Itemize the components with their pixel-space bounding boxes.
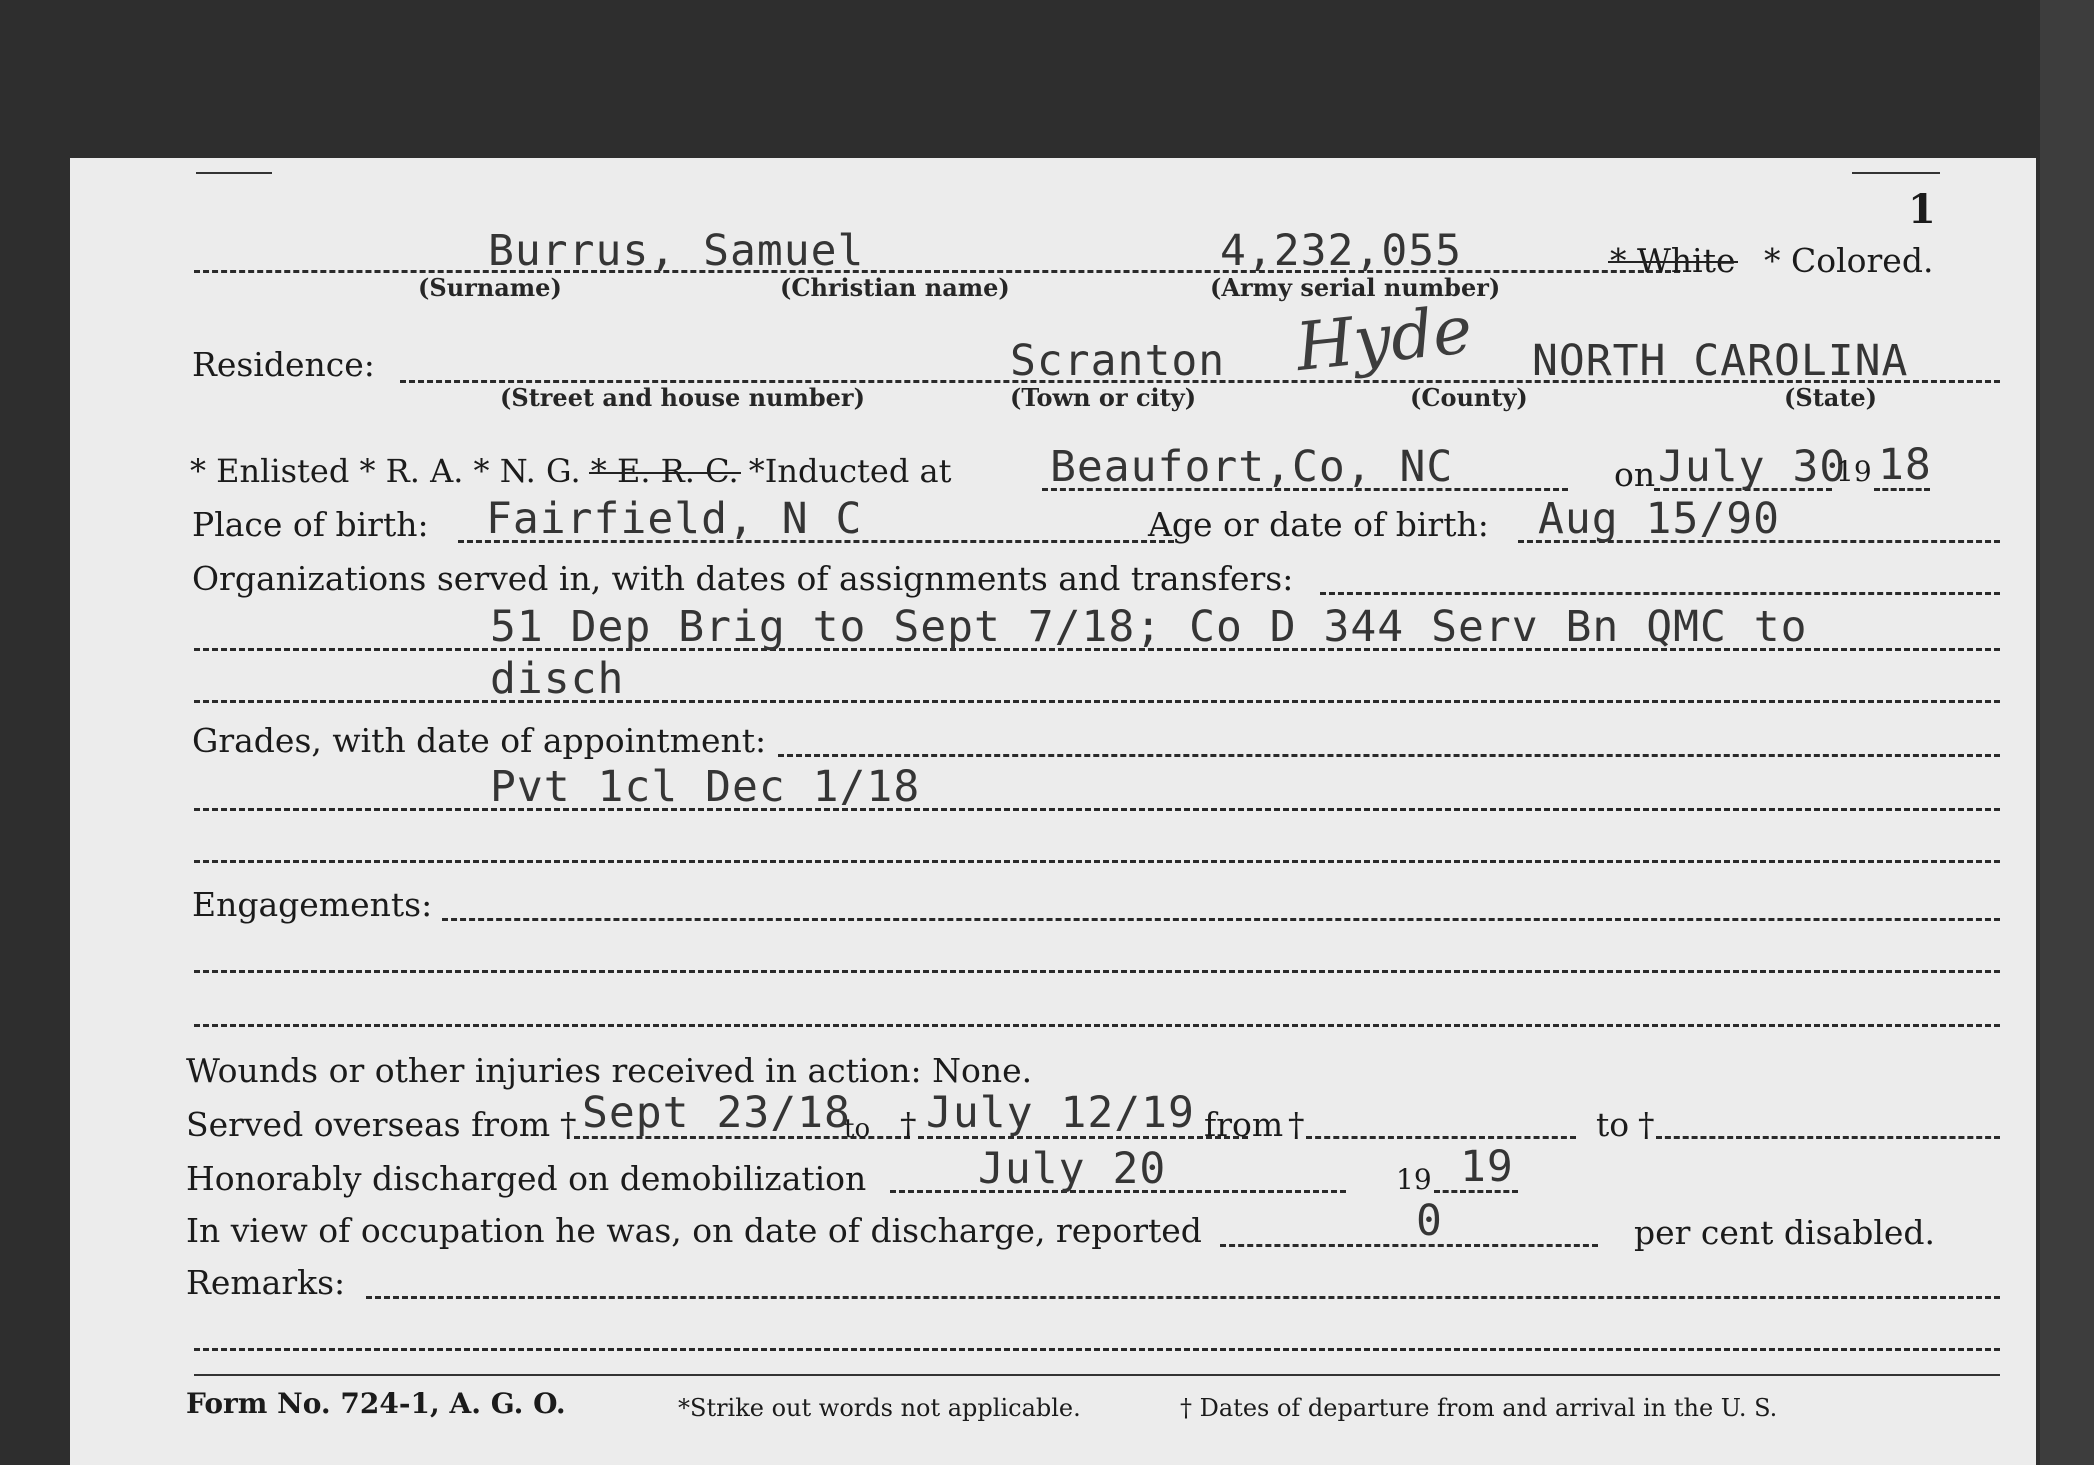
birth-date-label: Age or date of birth: xyxy=(1148,505,1489,544)
footer-rule xyxy=(194,1374,2000,1376)
overseas-label: Served overseas from xyxy=(186,1105,551,1144)
given-name-caption: (Christian name) xyxy=(780,273,1010,302)
birth-place-label: Place of birth: xyxy=(192,505,429,544)
discharge-date: July 20 xyxy=(978,1144,1167,1194)
wounds-label: Wounds or other injuries received in action: None. xyxy=(186,1051,1033,1090)
serial-value: 4,232,055 xyxy=(1220,226,1462,276)
service-record-card xyxy=(70,158,2036,1465)
street-caption: (Street and house number) xyxy=(500,383,865,412)
header-rule xyxy=(1852,172,1940,174)
dates-note: † Dates of departure from and arrival in the U. S. xyxy=(1180,1394,1778,1422)
engagements-line-2 xyxy=(194,970,2000,973)
discharge-year: 19 xyxy=(1460,1142,1514,1192)
remarks-label: Remarks: xyxy=(186,1263,346,1302)
discharge-label: Honorably discharged on demobilization xyxy=(186,1159,867,1198)
engagements-line-1 xyxy=(442,918,2000,921)
disability-suffix: per cent disabled. xyxy=(1634,1213,1936,1252)
strike-note: *Strike out words not applicable. xyxy=(678,1394,1081,1422)
grades-value: Pvt 1cl Dec 1/18 xyxy=(490,762,921,812)
engagements-label: Engagements: xyxy=(192,885,433,924)
overseas-dagger-2: † xyxy=(900,1105,917,1144)
town-caption: (Town or city) xyxy=(1010,383,1197,412)
residence-state: NORTH CAROLINA xyxy=(1532,336,1909,386)
inducted-year-prefix: 19 xyxy=(1836,455,1872,488)
overseas-to-line-2 xyxy=(1656,1136,2000,1139)
disability-line xyxy=(1220,1244,1598,1247)
grades-line xyxy=(194,808,2000,811)
discharge-year-prefix: 19 xyxy=(1396,1163,1432,1196)
inducted-year: 18 xyxy=(1878,440,1932,490)
overseas-from-label-2: from xyxy=(1204,1105,1284,1144)
inducted-date: July 30 xyxy=(1658,442,1847,492)
scanner-edge xyxy=(2040,0,2094,1465)
overseas-from-line-2 xyxy=(1306,1136,1576,1139)
organizations-label: Organizations served in, with dates of assignments and transfers: xyxy=(192,559,1294,598)
organizations-line-2 xyxy=(194,700,2000,703)
overseas-dagger-1: † xyxy=(560,1105,577,1144)
overseas-to-date: July 12/19 xyxy=(926,1088,1195,1138)
remarks-line-2 xyxy=(194,1348,2000,1351)
grades-label-line xyxy=(778,754,2000,757)
card-number: 1 xyxy=(1908,186,1936,233)
organizations-label-line xyxy=(1320,592,2000,595)
header-rule xyxy=(196,172,272,174)
form-number: Form No. 724-1, A. G. O. xyxy=(186,1387,566,1420)
race-colored: * Colored. xyxy=(1764,241,1934,280)
surname-caption: (Surname) xyxy=(418,273,562,302)
name-value: Burrus, Samuel xyxy=(488,226,865,276)
residence-town: Scranton xyxy=(1010,336,1226,386)
induction-prefix: * Enlisted * R. A. * N. G. * E. R. C. *Inducted at xyxy=(190,452,952,490)
birth-place: Fairfield, N C xyxy=(486,494,863,544)
remarks-line-1 xyxy=(366,1296,2000,1299)
grades-label: Grades, with date of appointment: xyxy=(192,721,767,760)
residence-county-handwritten: Hyde xyxy=(1292,291,1476,386)
overseas-dagger-4: † xyxy=(1638,1105,1655,1144)
grades-blank-line xyxy=(194,860,2000,863)
disability-label: In view of occupation he was, on date of discharge, reported xyxy=(186,1211,1202,1250)
overseas-to-label: to xyxy=(844,1114,871,1144)
overseas-from-date: Sept 23/18 xyxy=(582,1088,851,1138)
county-caption: (County) xyxy=(1410,383,1528,412)
inducted-place: Beaufort,Co, NC xyxy=(1050,442,1454,492)
disability-value: 0 xyxy=(1416,1196,1443,1246)
overseas-dagger-3: † xyxy=(1288,1105,1305,1144)
serial-caption: (Army serial number) xyxy=(1210,273,1501,302)
race-white: * White xyxy=(1610,241,1736,280)
residence-label: Residence: xyxy=(192,345,375,384)
overseas-to-label-2: to xyxy=(1596,1105,1630,1144)
organizations-entry-2: disch xyxy=(490,654,625,704)
engagements-line-3 xyxy=(194,1024,2000,1027)
state-caption: (State) xyxy=(1784,383,1878,412)
birth-date: Aug 15/90 xyxy=(1538,494,1780,544)
organizations-entry-1: 51 Dep Brig to Sept 7/18; Co D 344 Serv Bn QMC to xyxy=(490,602,1808,652)
inducted-on-label: on xyxy=(1614,455,1656,494)
